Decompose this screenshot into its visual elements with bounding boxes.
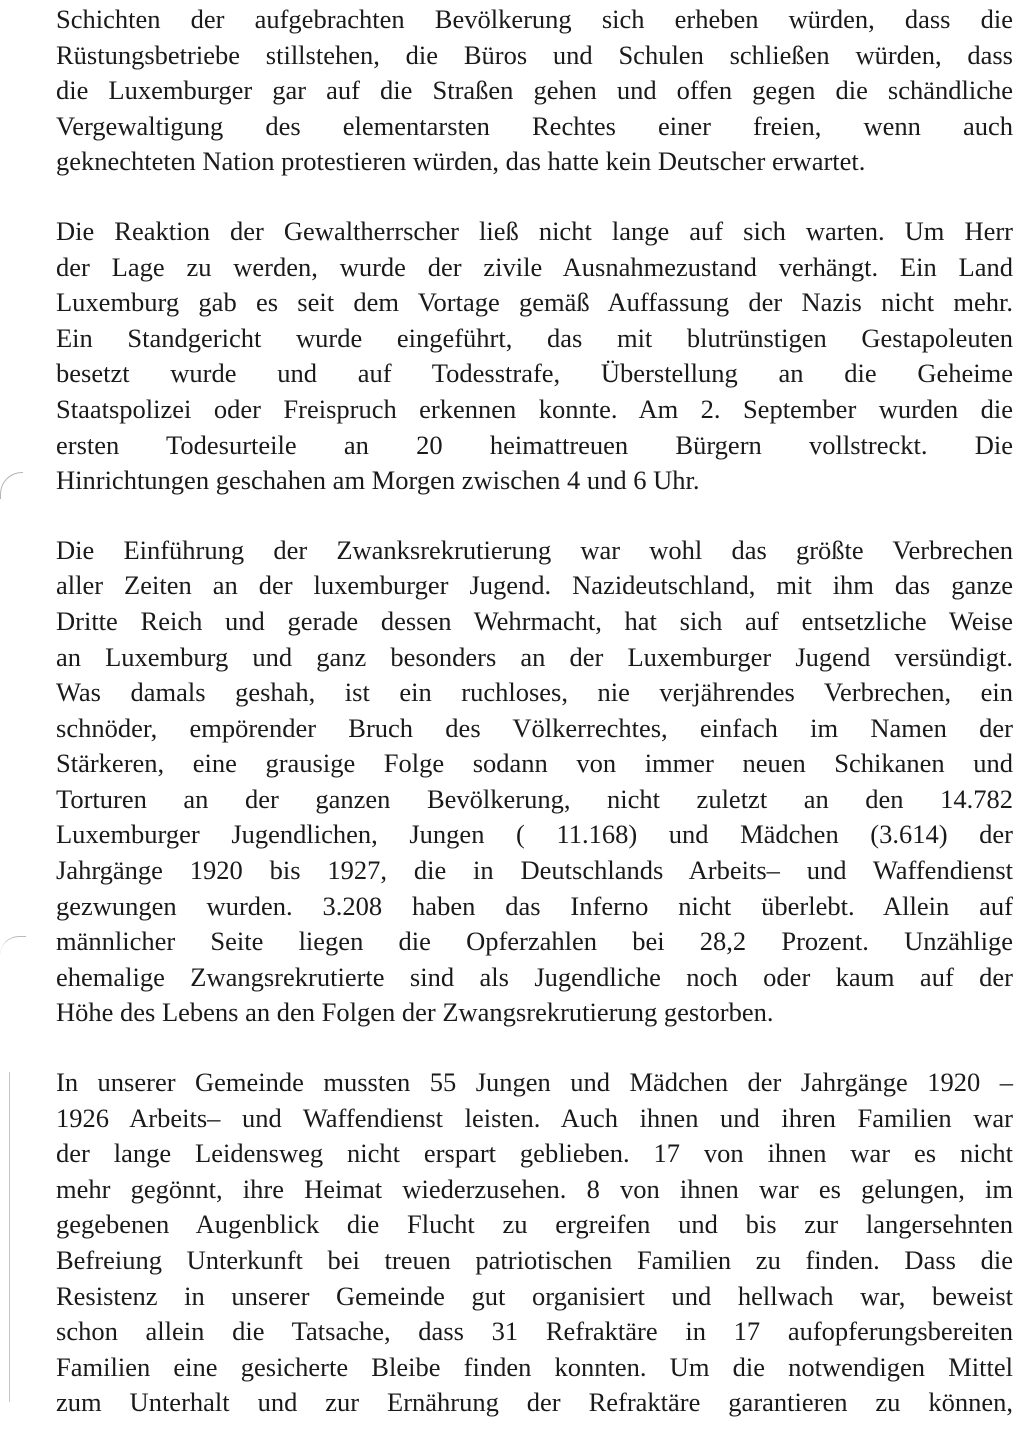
text-line: ehemalige Zwangsrekrutierte sind als Jugendliche noch oder kaum auf der [56, 961, 1013, 992]
text-line: Staatspolizei oder Freispruch erkennen konnte. Am 2. September wurden die [56, 393, 1013, 424]
text-line: Dritte Reich und gerade dessen Wehrmacht, hat sich auf entsetzliche Weise [56, 605, 1013, 636]
text-line: Schichten der aufgebrachten Bevölkerung sich erheben würden, dass die [56, 4, 1013, 34]
paragraph-municipality [56, 1065, 1013, 1421]
text-line: Was damals geshah, ist ein ruchloses, nie verjährendes Verbrechen, ein [56, 677, 1013, 708]
text-line: zum Unterhalt und zur Ernährung der Refraktäre garantieren zu können, [56, 1387, 1013, 1418]
text-line: Luxemburger Jugendlichen, Jungen ( 11.168) und Mädchen (3.614) der [56, 819, 1013, 850]
text-line: Vergewaltigung des elementarsten Rechtes einer freien, wenn auch [56, 110, 1013, 141]
text-line: Stärkeren, eine grausige Folge sodann von immer neuen Schikanen und [56, 748, 1013, 779]
text-line: 1926 Arbeits– und Waffendienst leisten. Auch ihnen und ihren Familien war [56, 1102, 1013, 1133]
scan-artifact-mark [0, 936, 26, 955]
scan-artifact-line [9, 1072, 10, 1402]
text-line: ersten Todesurteile an 20 heimattreuen Bürgern vollstreckt. Die [56, 429, 1013, 460]
paragraph-reaction [56, 214, 1013, 499]
text-line: mehr gegönnt, ihre Heimat wiederzusehen. 8 von ihnen war es gelungen, im [56, 1173, 1013, 1204]
text-line: der lange Leidensweg nicht erspart geblieben. 17 von ihnen war es nicht [56, 1138, 1013, 1169]
text-line: Hinrichtungen geschahen am Morgen zwischen 4 und 6 Uhr. [56, 465, 700, 496]
text-line: männlicher Seite liegen die Opferzahlen bei 28,2 Prozent. Unzählige [56, 926, 1013, 957]
text-line: aller Zeiten an der luxemburger Jugend. Nazideutschland, mit ihm das ganze [56, 570, 1013, 601]
text-line: schnöder, empörender Bruch des Völkerrechtes, einfach im Namen der [56, 712, 1013, 743]
text-line: Befreiung Unterkunft bei treuen patriotischen Familien zu finden. Dass die [56, 1245, 1013, 1275]
text-line: gezwungen wurden. 3.208 haben das Inferno nicht überlebt. Allein auf [56, 890, 1013, 921]
text-line: an Luxemburg und ganz besonders an der Luxemburger Jugend versündigt. [56, 641, 1013, 672]
text-line: die Luxemburger gar auf die Straßen gehen und offen gegen die schändliche [56, 75, 1013, 106]
paragraph-gap [56, 180, 1013, 214]
scan-artifact-mark [0, 472, 23, 499]
document-page [56, 2, 1013, 1421]
paragraph-gap [56, 499, 1013, 533]
paragraph-uprising-expectations [56, 2, 1013, 180]
paragraph-gap [56, 1031, 1013, 1065]
text-line: Luxemburg gab es seit dem Vortage gemäß Auffassung der Nazis nicht mehr. [56, 287, 1013, 318]
text-line: Torturen an der ganzen Bevölkerung, nicht zuletzt an den 14.782 [56, 783, 1013, 814]
text-line: Jahrgänge 1920 bis 1927, die in Deutschlands Arbeits– und Waffendienst [56, 855, 1013, 886]
text-line: besetzt wurde und auf Todesstrafe, Überstellung an die Geheime [56, 358, 1013, 389]
text-line: Rüstungsbetriebe stillstehen, die Büros und Schulen schließen würden, dass [56, 39, 1013, 70]
text-line: Höhe des Lebens an den Folgen der Zwangsrekrutierung gestorben. [56, 997, 774, 1028]
text-line: der Lage zu werden, wurde der zivile Ausnahmezustand verhängt. Ein Land [56, 251, 1013, 282]
text-line: Die Einführung der Zwanksrekrutierung war wohl das größte Verbrechen [56, 534, 1013, 565]
paragraph-forced-conscription [56, 533, 1013, 1031]
text-line: Ein Standgericht wurde eingeführt, das mit blutrünstigen Gestapoleuten [56, 322, 1013, 353]
text-line: Familien eine gesicherte Bleibe finden konnten. Um die notwendigen Mittel [56, 1351, 1013, 1382]
text-line: geknechteten Nation protestieren würden, das hatte kein Deutscher erwartet. [56, 146, 866, 177]
text-line: Resistenz in unserer Gemeinde gut organisiert und hellwach war, beweist [56, 1280, 1013, 1311]
text-line: Die Reaktion der Gewaltherrscher ließ nicht lange auf sich warten. Um Herr [56, 215, 1013, 246]
text-line: In unserer Gemeinde mussten 55 Jungen und Mädchen der Jahrgänge 1920 – [56, 1067, 1013, 1098]
text-line: gegebenen Augenblick die Flucht zu ergreifen und bis zur langersehnten [56, 1209, 1013, 1240]
text-line: schon allein die Tatsache, dass 31 Refraktäre in 17 aufopferungsbereiten [56, 1316, 1013, 1347]
